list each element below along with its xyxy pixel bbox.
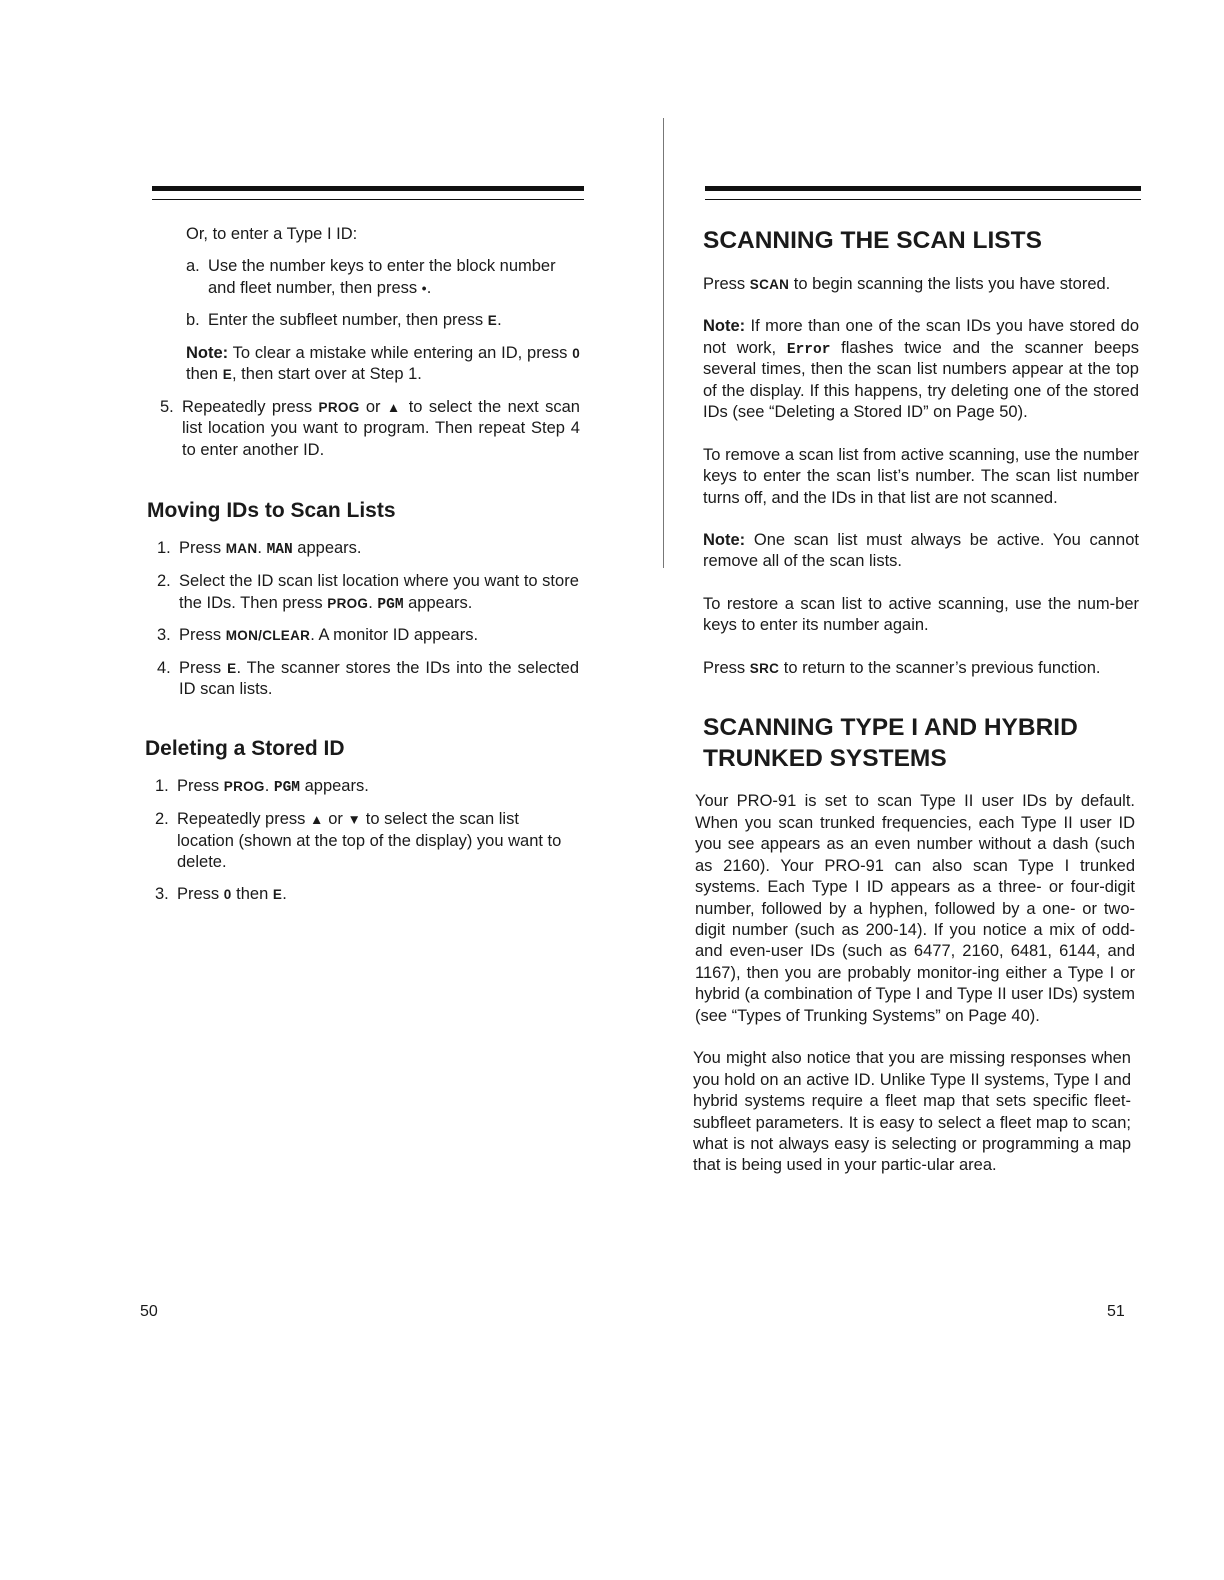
scanning-type-one-heading: SCANNING TYPE I AND HYBRID TRUNKED SYSTEMS — [703, 714, 1078, 772]
key-dot: • — [421, 280, 427, 296]
moving-section — [147, 497, 579, 701]
display-man: MAN — [266, 542, 293, 559]
note-clear-mistake: Note: To clear a mistake while entering an ID, press 0 then E, then start over at Step 1. — [186, 343, 580, 384]
left-page-column — [160, 224, 580, 461]
deleting-step-1: 1. Press PROG. PGM appears. — [155, 777, 369, 797]
right-header-rule-thick — [705, 186, 1141, 191]
deleting-step-2: 2. Repeatedly press ▲ or ▼ to select the scan list location (shown at the top of the display) you want to delete. — [155, 810, 562, 872]
right-header-rule-thin — [705, 199, 1141, 200]
right-page-number: 51 — [1107, 1303, 1125, 1320]
display-error: Error — [786, 341, 831, 358]
para-restore-scan-list: To restore a scan list to active scanning, use the num-ber keys to enter its number again. — [703, 594, 1139, 635]
right-page-column — [693, 226, 1139, 1177]
down-arrow-icon: ▼ — [347, 812, 362, 828]
moving-heading: Moving IDs to Scan Lists — [147, 499, 396, 522]
gutter-line — [663, 118, 664, 568]
para-remove-scan-list: To remove a scan list from active scanning, use the number keys to enter the scan list’s number. The scan list number turns off, and the IDs in that list are not scanned. — [703, 445, 1139, 507]
step-5: 5. Repeatedly press PROG or ▲ to select the next scan list location you want to program. Then repeat Step 4 to enter another ID. — [160, 397, 580, 459]
para-missing-responses: You might also notice that you are missing responses when you hold on an active ID. Unlike Type II systems, Type I and hybrid systems require a fleet map that sets specific fleet-subfleet parameters. It is easy to select a fleet map to scan; what is not always easy is selecting or programming a map that is being used in your partic-ular area. — [693, 1049, 1131, 1175]
moving-step-1: 1. Press MAN. MAN appears. — [157, 539, 362, 559]
up-arrow-icon: ▲ — [386, 399, 403, 415]
step-b: b. Enter the subfleet number, then press E. — [186, 311, 502, 330]
left-header-rule-thin — [152, 199, 584, 200]
step-a: a. Use the number keys to enter the block number and fleet number, then press •. — [186, 257, 556, 297]
deleting-heading: Deleting a Stored ID — [145, 737, 345, 760]
moving-step-4: 4. Press E. The scanner stores the IDs into the selected ID scan lists. — [157, 658, 579, 699]
para-pro91-type-two: Your PRO-91 is set to scan Type II user IDs by default. When you scan trunked frequencies, each Type II user ID you see appears as an even number without a dash (such as 2160). Your PRO-91 can also scan Type I trunked systems. Each Type I ID appears as a three- or four-digit number, followed by a hyphen, followed by a one- or two-digit number (such as 200-14). If you notice a mix of odd- and even-user IDs (such as 6477, 2160, 6481, 6144, and 1167), then you are probably monitor-ing either a Type I or hybrid (a combination of Type I and Type II user IDs) system (see “Types of Trunking Systems” on Page 40). — [695, 792, 1135, 1025]
deleting-section — [145, 735, 579, 906]
up-arrow-icon: ▲ — [310, 812, 324, 828]
deleting-step-3: 3. Press 0 then E. — [155, 885, 287, 904]
left-header-rule-thick — [152, 186, 584, 191]
scanning-scan-lists-heading: SCANNING THE SCAN LISTS — [703, 227, 1042, 254]
note-one-active: Note: One scan list must always be active. You cannot remove all of the scan lists. — [703, 530, 1139, 571]
moving-step-2: 2. Select the ID scan list location where you want to store the IDs. Then press PROG. PGM appears. — [157, 572, 579, 613]
para-press-src: Press SRC to return to the scanner’s previous function. — [703, 658, 1101, 677]
para-press-scan: Press SCAN to begin scanning the lists you have stored. — [703, 274, 1111, 293]
type-one-intro: Or, to enter a Type I ID: — [186, 225, 358, 243]
key-e: E — [487, 313, 498, 329]
left-page-number: 50 — [140, 1303, 158, 1320]
moving-step-3: 3. Press MON/CLEAR. A monitor ID appears. — [157, 626, 479, 645]
note-error-flashes: Note: If more than one of the scan IDs you have stored do not work, Error flashes twice and the scanner beeps several times, then the scan list numbers appear at the top of the display. If this happens, try deleting one of the stored IDs (see “Deleting a Stored ID” on Page 50). — [703, 317, 1139, 422]
